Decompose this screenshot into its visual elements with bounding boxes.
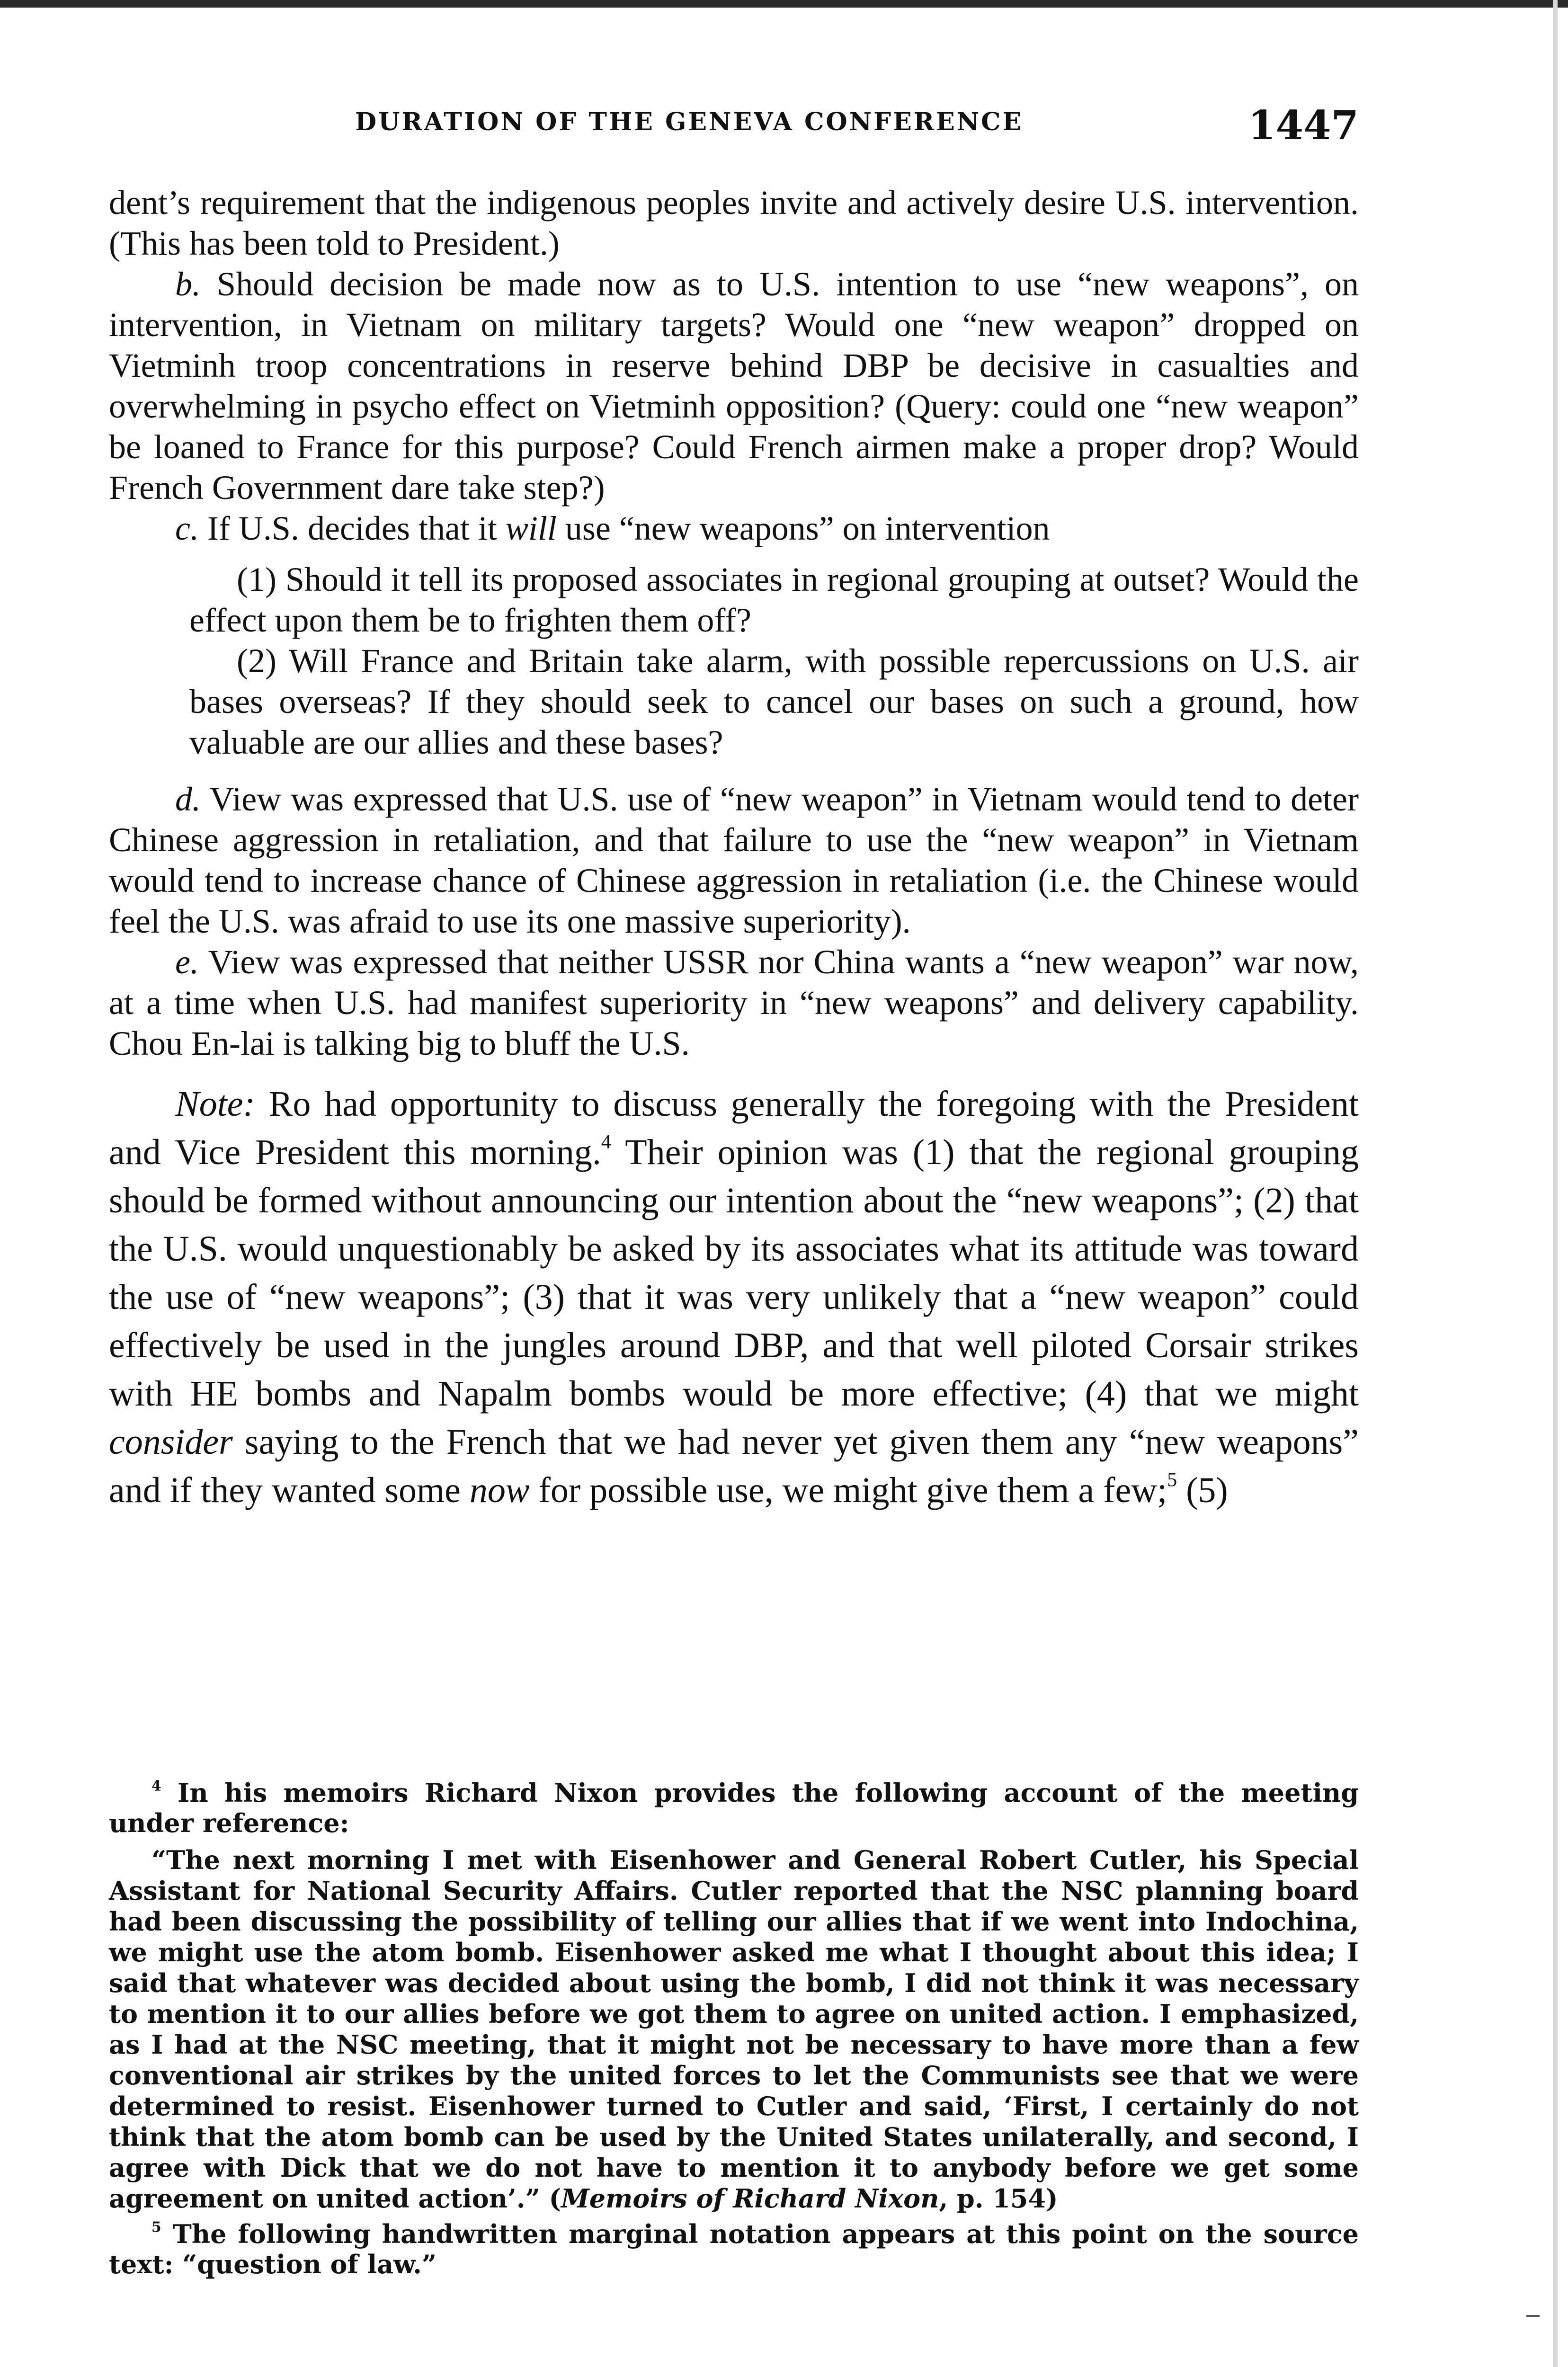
- footnote-4-quote-text: “The next morning I met with Eisenhower and General Robert Cutler, his Special Assistant for National Security Affairs. Cutler reported that the NSC planning board had been discussing the possibility of telling our allies that if we went into Indochina, we might use the atom bomb. Eisenhower asked me what I thought about this idea; I said that whatever was decided about using the bomb, I did not think it was necessary to mention it to our allies before we got them to agree on united action. I emphasized, as I had at the NSC meeting, that it might not be necessary to have more than a few conventional air strikes by the united forces to let the Communists see that we were determined to resist. Eisenhower turned to Cutler and said, ‘First, I certainly do not think that the atom bomb can be used by the United States unilaterally, and second, I agree with Dick that we do not have to mention it to anybody before we get some agreement on united action’.” (: [109, 1845, 1359, 2214]
- footnote-mark-4: 4: [151, 1778, 161, 1795]
- subparagraph-c1: (1) Should it tell its proposed associates in regional grouping at outset? Would the effect upon them be to frighten them off?: [189, 561, 1359, 639]
- running-head: DURATION OF THE GENEVA CONFERENCE: [355, 107, 1024, 136]
- paragraph-c-text-2: use “new weapons” on intervention: [556, 509, 1050, 547]
- page-number: 1447: [1248, 102, 1359, 149]
- note-label: Note:: [175, 1084, 255, 1124]
- scan-mark: [1526, 2315, 1540, 2317]
- page-header: [109, 102, 1359, 149]
- paragraph-c-text-1: If U.S. decides that it: [198, 509, 506, 547]
- note-text-3: saying to the French that we had never yet given them any “new weapons” and if they wanted some: [109, 1422, 1359, 1510]
- paragraph-d-text: View was expressed that U.S. use of “new weapon” in Vietnam would tend to deter Chinese aggression in retaliation, and that failure to use the “new weapon” in Vietnam would tend to increase chance of Chinese aggression in retaliation (i.e. the Chinese would feel the U.S. was afraid to use its one massive superiority).: [109, 780, 1359, 940]
- paragraph-c: [109, 508, 1359, 549]
- footnotes: [109, 1778, 1359, 2279]
- note-text-4: for possible use, we might give them a few;: [529, 1470, 1167, 1510]
- paragraph-e-text: View was expressed that neither USSR nor China wants a “new weapon” war now, at a time when U.S. had manifest superiority in “new weapons” and delivery capability. Chou En-lai is talking big to bluff the U.S.: [109, 943, 1359, 1062]
- note-text-1: Ro had opportunity to discuss generally the foregoing with the President and Vice President this morning.: [109, 1084, 1359, 1172]
- item-label-b: b.: [175, 265, 201, 303]
- footnote-ref-4[interactable]: 4: [601, 1131, 611, 1153]
- note-text-2: Their opinion was (1) that the regional grouping should be formed without announcing our intention about the “new weapons”; (2) that the U.S. would unquestionably be asked by its associates what its attitude was toward the use of “new weapons”; (3) that it was very unlikely that a “new weapon” could effectively be used in the jungles around DBP, and that well piloted Corsair strikes with HE bombs and Napalm bombs would be more effective; (4) that we might: [109, 1132, 1359, 1414]
- emphasis-will: will: [505, 509, 557, 547]
- footnote-4: [109, 1778, 1359, 1838]
- paragraph-b: [109, 264, 1359, 508]
- spacer: [109, 549, 1359, 559]
- paragraph-b-text: Should decision be made now as to U.S. intention to use “new weapons”, on intervention, in Vietnam on military targets? Would one “new weapon” dropped on Vietminh troop concentrations in reserve behind DBP be decisive in casualties and overwhelming in psycho effect on Vietminh opposition? (Query: could one “new weapon” be loaned to France for this purpose? Could French airmen make a proper drop? Would French Government dare take step?): [109, 265, 1359, 507]
- footnote-mark-5: 5: [151, 2219, 161, 2236]
- scan-border-right: [1553, 0, 1558, 2367]
- footnote-ref-5[interactable]: 5: [1167, 1469, 1177, 1491]
- main-text: [109, 182, 1359, 1514]
- note-text-5: (5): [1177, 1470, 1228, 1510]
- note-paragraph: [109, 1080, 1359, 1514]
- footnote-5: [109, 2219, 1359, 2279]
- paragraph-continuation: dent’s requirement that the indigenous peoples invite and actively desire U.S. intervention. (This has been told to President.): [109, 184, 1359, 262]
- spacer: [109, 1064, 1359, 1080]
- subparagraph-c2: (2) Will France and Britain take alarm, with possible repercussions on U.S. air bases overseas? If they should seek to cancel our bases on such a ground, how valuable are our allies and these bases?: [189, 642, 1359, 761]
- item-label-e: e.: [175, 943, 199, 981]
- paragraph-e: [109, 942, 1359, 1064]
- paragraph-d: [109, 779, 1359, 942]
- footnote-5-text: The following handwritten marginal notation appears at this point on the source text: “question of law.”: [109, 2219, 1359, 2279]
- spacer: [109, 2214, 1359, 2219]
- spacer: [109, 763, 1359, 779]
- item-label-d: d.: [175, 780, 201, 818]
- footnote-4-source-title: Memoirs of Richard Nixon: [561, 2183, 939, 2214]
- footnote-4-text: In his memoirs Richard Nixon provides the following account of the meeting under reference:: [109, 1778, 1359, 1838]
- emphasis-now: now: [469, 1470, 530, 1510]
- footnote-4-page: , p. 154): [939, 2183, 1058, 2214]
- footnote-4-quote: [109, 1845, 1359, 2214]
- emphasis-consider: consider: [109, 1422, 233, 1462]
- item-label-c: c.: [175, 509, 199, 547]
- scan-border-top: [0, 0, 1568, 8]
